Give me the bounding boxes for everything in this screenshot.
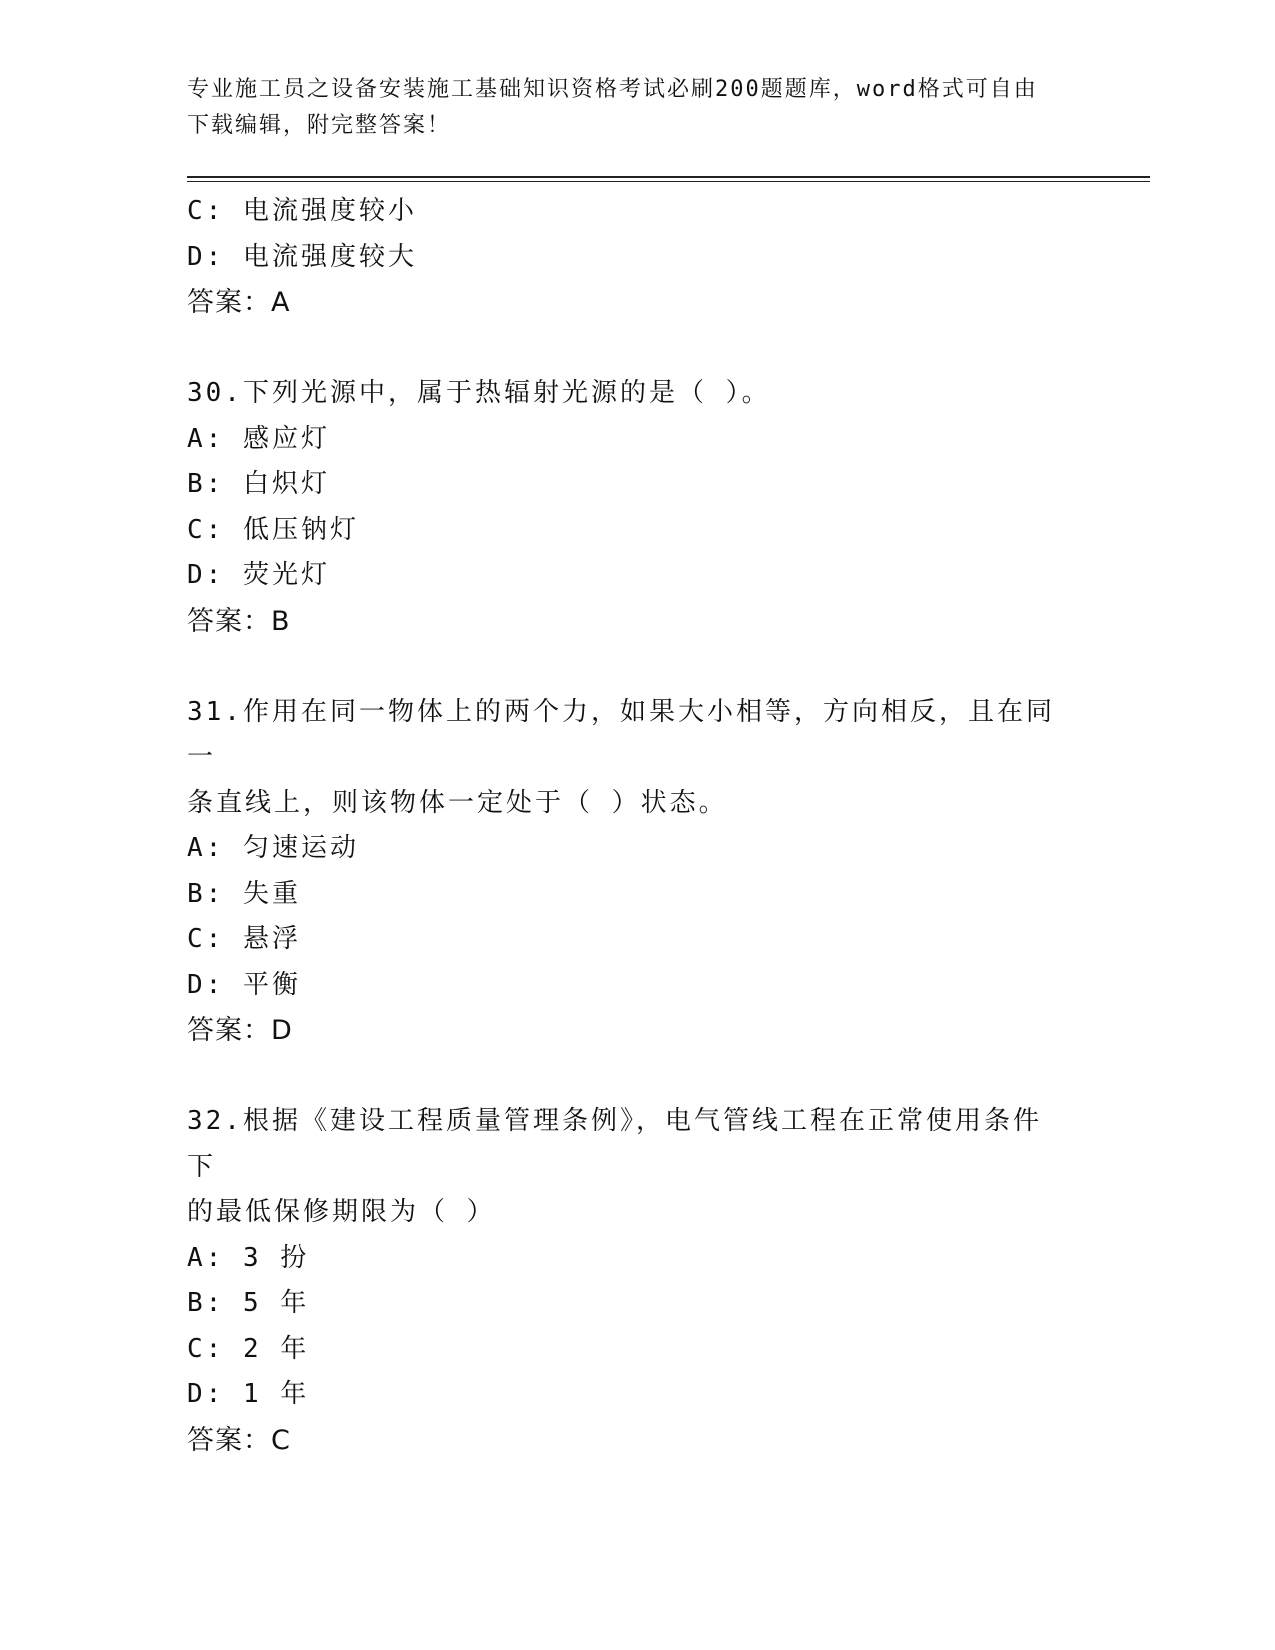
option-d: D: 电流强度较大 <box>187 241 417 272</box>
question-block-30 <box>187 371 1087 644</box>
question-text-line-1: 31.作用在同一物体上的两个力，如果大小相等，方向相反，且在同一 <box>187 696 1055 772</box>
option-b: B: 失重 <box>187 878 301 909</box>
spacer <box>187 644 1087 690</box>
option-c: C: 2 年 <box>187 1333 310 1364</box>
header-line-1: 专业施工员之设备安装施工基础知识资格考试必刷200题题库，word格式可自由 <box>187 77 1038 102</box>
option-c: C: 电流强度较小 <box>187 196 417 226</box>
option-b: B: 5 年 <box>187 1288 310 1318</box>
option-a: A: 匀速运动 <box>187 833 359 863</box>
answer-line: 答案：C <box>187 1424 291 1456</box>
question-text-line-2: 的最低保修期限为（ ） <box>187 1197 496 1227</box>
option-d: D: 1 年 <box>187 1379 310 1409</box>
question-list <box>187 189 1087 1463</box>
header-divider-thin <box>187 181 1150 182</box>
option-a: A: 3 扮 <box>187 1242 310 1273</box>
header-divider-thick <box>187 176 1150 178</box>
answer-line: 答案：A <box>187 287 291 318</box>
option-d: D: 荧光灯 <box>187 560 330 590</box>
answer-line: 答案：B <box>187 605 291 637</box>
question-text-line-1: 32.根据《建设工程质量管理条例》，电气管线工程在正常使用条件下 <box>187 1106 1042 1182</box>
document-header <box>187 72 1087 144</box>
option-d: D: 平衡 <box>187 969 301 1000</box>
option-c: C: 低压钠灯 <box>187 514 359 545</box>
question-block-32 <box>187 1099 1087 1463</box>
question-block-31 <box>187 690 1087 1054</box>
spacer <box>187 326 1087 372</box>
header-line-2: 下载编辑，附完整答案！ <box>187 113 452 138</box>
option-b: B: 白炽灯 <box>187 469 330 499</box>
question-text: 30.下列光源中，属于热辐射光源的是（ ）。 <box>187 378 771 408</box>
question-block-continued <box>187 189 1087 326</box>
answer-line: 答案：D <box>187 1015 293 1046</box>
option-a: A: 感应灯 <box>187 423 330 454</box>
question-text-line-2: 条直线上，则该物体一定处于（ ）状态。 <box>187 787 728 818</box>
option-c: C: 悬浮 <box>187 924 301 954</box>
spacer <box>187 1054 1087 1100</box>
